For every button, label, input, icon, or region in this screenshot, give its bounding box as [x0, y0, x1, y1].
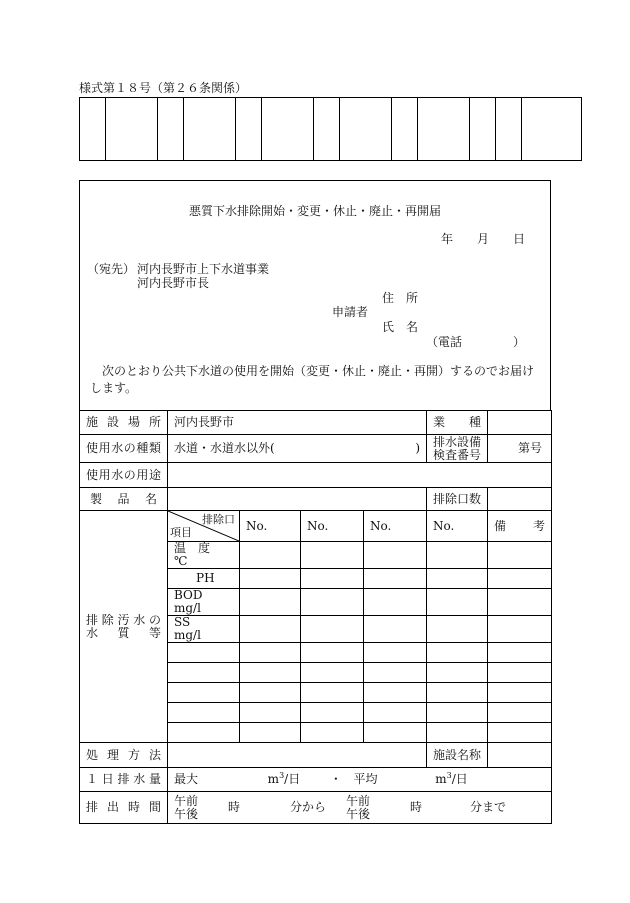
inspection-no-suffix: 号: [530, 441, 543, 455]
addressee-line2: 河内長野市長: [137, 276, 210, 290]
inspection-no-cell: [488, 435, 552, 463]
outlet-count-cell: [488, 488, 552, 511]
avg-label: 平均: [353, 772, 378, 786]
stamp-box: [418, 98, 470, 161]
facility-location-label: 施設場所: [86, 415, 161, 429]
stamp-box: [184, 98, 236, 161]
business-type-label: 業種: [433, 415, 482, 429]
stamp-box: [496, 98, 522, 161]
outlet-no-header: No.: [240, 511, 301, 542]
addressee-label: （宛先）: [87, 262, 136, 276]
product-name-label: 製品名: [90, 491, 157, 506]
discharge-time-label: 排出時間: [86, 800, 161, 814]
stamp-box: [262, 98, 314, 161]
daily-discharge-cell: [168, 768, 552, 792]
water-use-cell: [168, 463, 552, 488]
water-type-label: 使用水の種類: [86, 441, 161, 455]
notification-header: [79, 180, 551, 411]
start-pm: 午後: [174, 806, 199, 821]
item-temperature: 温 度 ℃: [168, 542, 240, 569]
document-title: 悪質下水排除開始・変更・休止・廃止・再開届: [188, 204, 441, 218]
facility-name-label: 施設名称: [433, 747, 482, 762]
daily-discharge-label: １日排水量: [86, 772, 161, 786]
discharge-table: [79, 410, 552, 824]
addressee-line1: 河内長野市上下水道事業: [137, 262, 270, 276]
end-hour: 時: [410, 800, 423, 814]
facility-location-value: 河内長野市: [168, 411, 427, 435]
stamp-box: [470, 98, 496, 161]
end-pm: 午後: [346, 806, 371, 821]
diagonal-header-cell: [168, 511, 240, 542]
min-from: 分から: [290, 800, 327, 814]
inspection-no-label-1: 排水設備: [433, 434, 482, 449]
avg-unit-sup: 3: [446, 771, 452, 780]
name-label: 氏 名: [382, 320, 419, 334]
outlet-no-header: No.: [301, 511, 364, 542]
item-ss: SS mg/l: [168, 616, 240, 643]
business-type-cell: [488, 411, 552, 435]
phone-close: ）: [513, 335, 526, 349]
outlet-no-header: No.: [427, 511, 488, 542]
stamp-box: [522, 98, 582, 161]
start-hour: 時: [228, 800, 241, 814]
body-text: 次のとおり公共下水道の使用を開始（変更・休止・廃止・再開）するのでお届けします。: [90, 364, 535, 395]
water-use-label: 使用水の用途: [86, 467, 161, 482]
diag-bottom-label: 項目: [170, 526, 192, 539]
stamp-box: [314, 98, 340, 161]
quality-label-2: 水質等: [86, 625, 161, 640]
stamp-box: [106, 98, 158, 161]
item-bod: BOD mg/l: [168, 589, 240, 616]
max-unit-day: /日: [284, 772, 301, 786]
date-year: 年: [441, 232, 454, 246]
remarks-label: 備考: [494, 518, 546, 533]
water-type-cell: [168, 435, 427, 463]
phone-open: （電話: [426, 335, 463, 349]
outlet-no-header: No.: [364, 511, 427, 542]
discharge-time-cell: [168, 792, 552, 824]
dot-separator: ・: [329, 772, 342, 786]
date-month: 月: [477, 232, 490, 246]
stamp-box: [80, 98, 106, 161]
stamp-box: [236, 98, 262, 161]
max-unit-sup: 3: [279, 771, 285, 780]
end-am: 午前: [346, 793, 371, 808]
date-day: 日: [513, 232, 526, 246]
stamp-box: [158, 98, 184, 161]
diag-top-label: 排除口: [202, 513, 235, 526]
water-type-value: 水道・水道水以外(: [174, 441, 275, 455]
address-label: 住 所: [382, 291, 419, 305]
max-label: 最大: [174, 772, 199, 786]
item-ph: PH: [168, 569, 240, 589]
stamp-box: [392, 98, 418, 161]
outlet-count-label: 排除口数: [433, 491, 482, 506]
top-stamp-boxes: [79, 97, 582, 161]
facility-name-cell: [488, 743, 552, 768]
treatment-cell: [168, 743, 427, 768]
min-until: 分まで: [470, 800, 507, 814]
avg-unit-day: /日: [451, 772, 468, 786]
water-type-close: ): [415, 441, 421, 455]
inspection-no-label-2: 検査番号: [433, 447, 482, 462]
quality-label-1: 排除汚水の: [86, 612, 161, 627]
start-am: 午前: [174, 793, 199, 808]
avg-unit-m: m: [435, 772, 447, 786]
stamp-box: [340, 98, 392, 161]
applicant-label: 申請者: [332, 305, 369, 319]
inspection-no-prefix: 第: [518, 441, 531, 455]
treatment-label: 処理方法: [86, 747, 161, 762]
max-unit-m: m: [267, 772, 280, 786]
product-name-cell: [168, 488, 427, 511]
form-number: 様式第１８号（第２６条関係）: [79, 81, 248, 95]
